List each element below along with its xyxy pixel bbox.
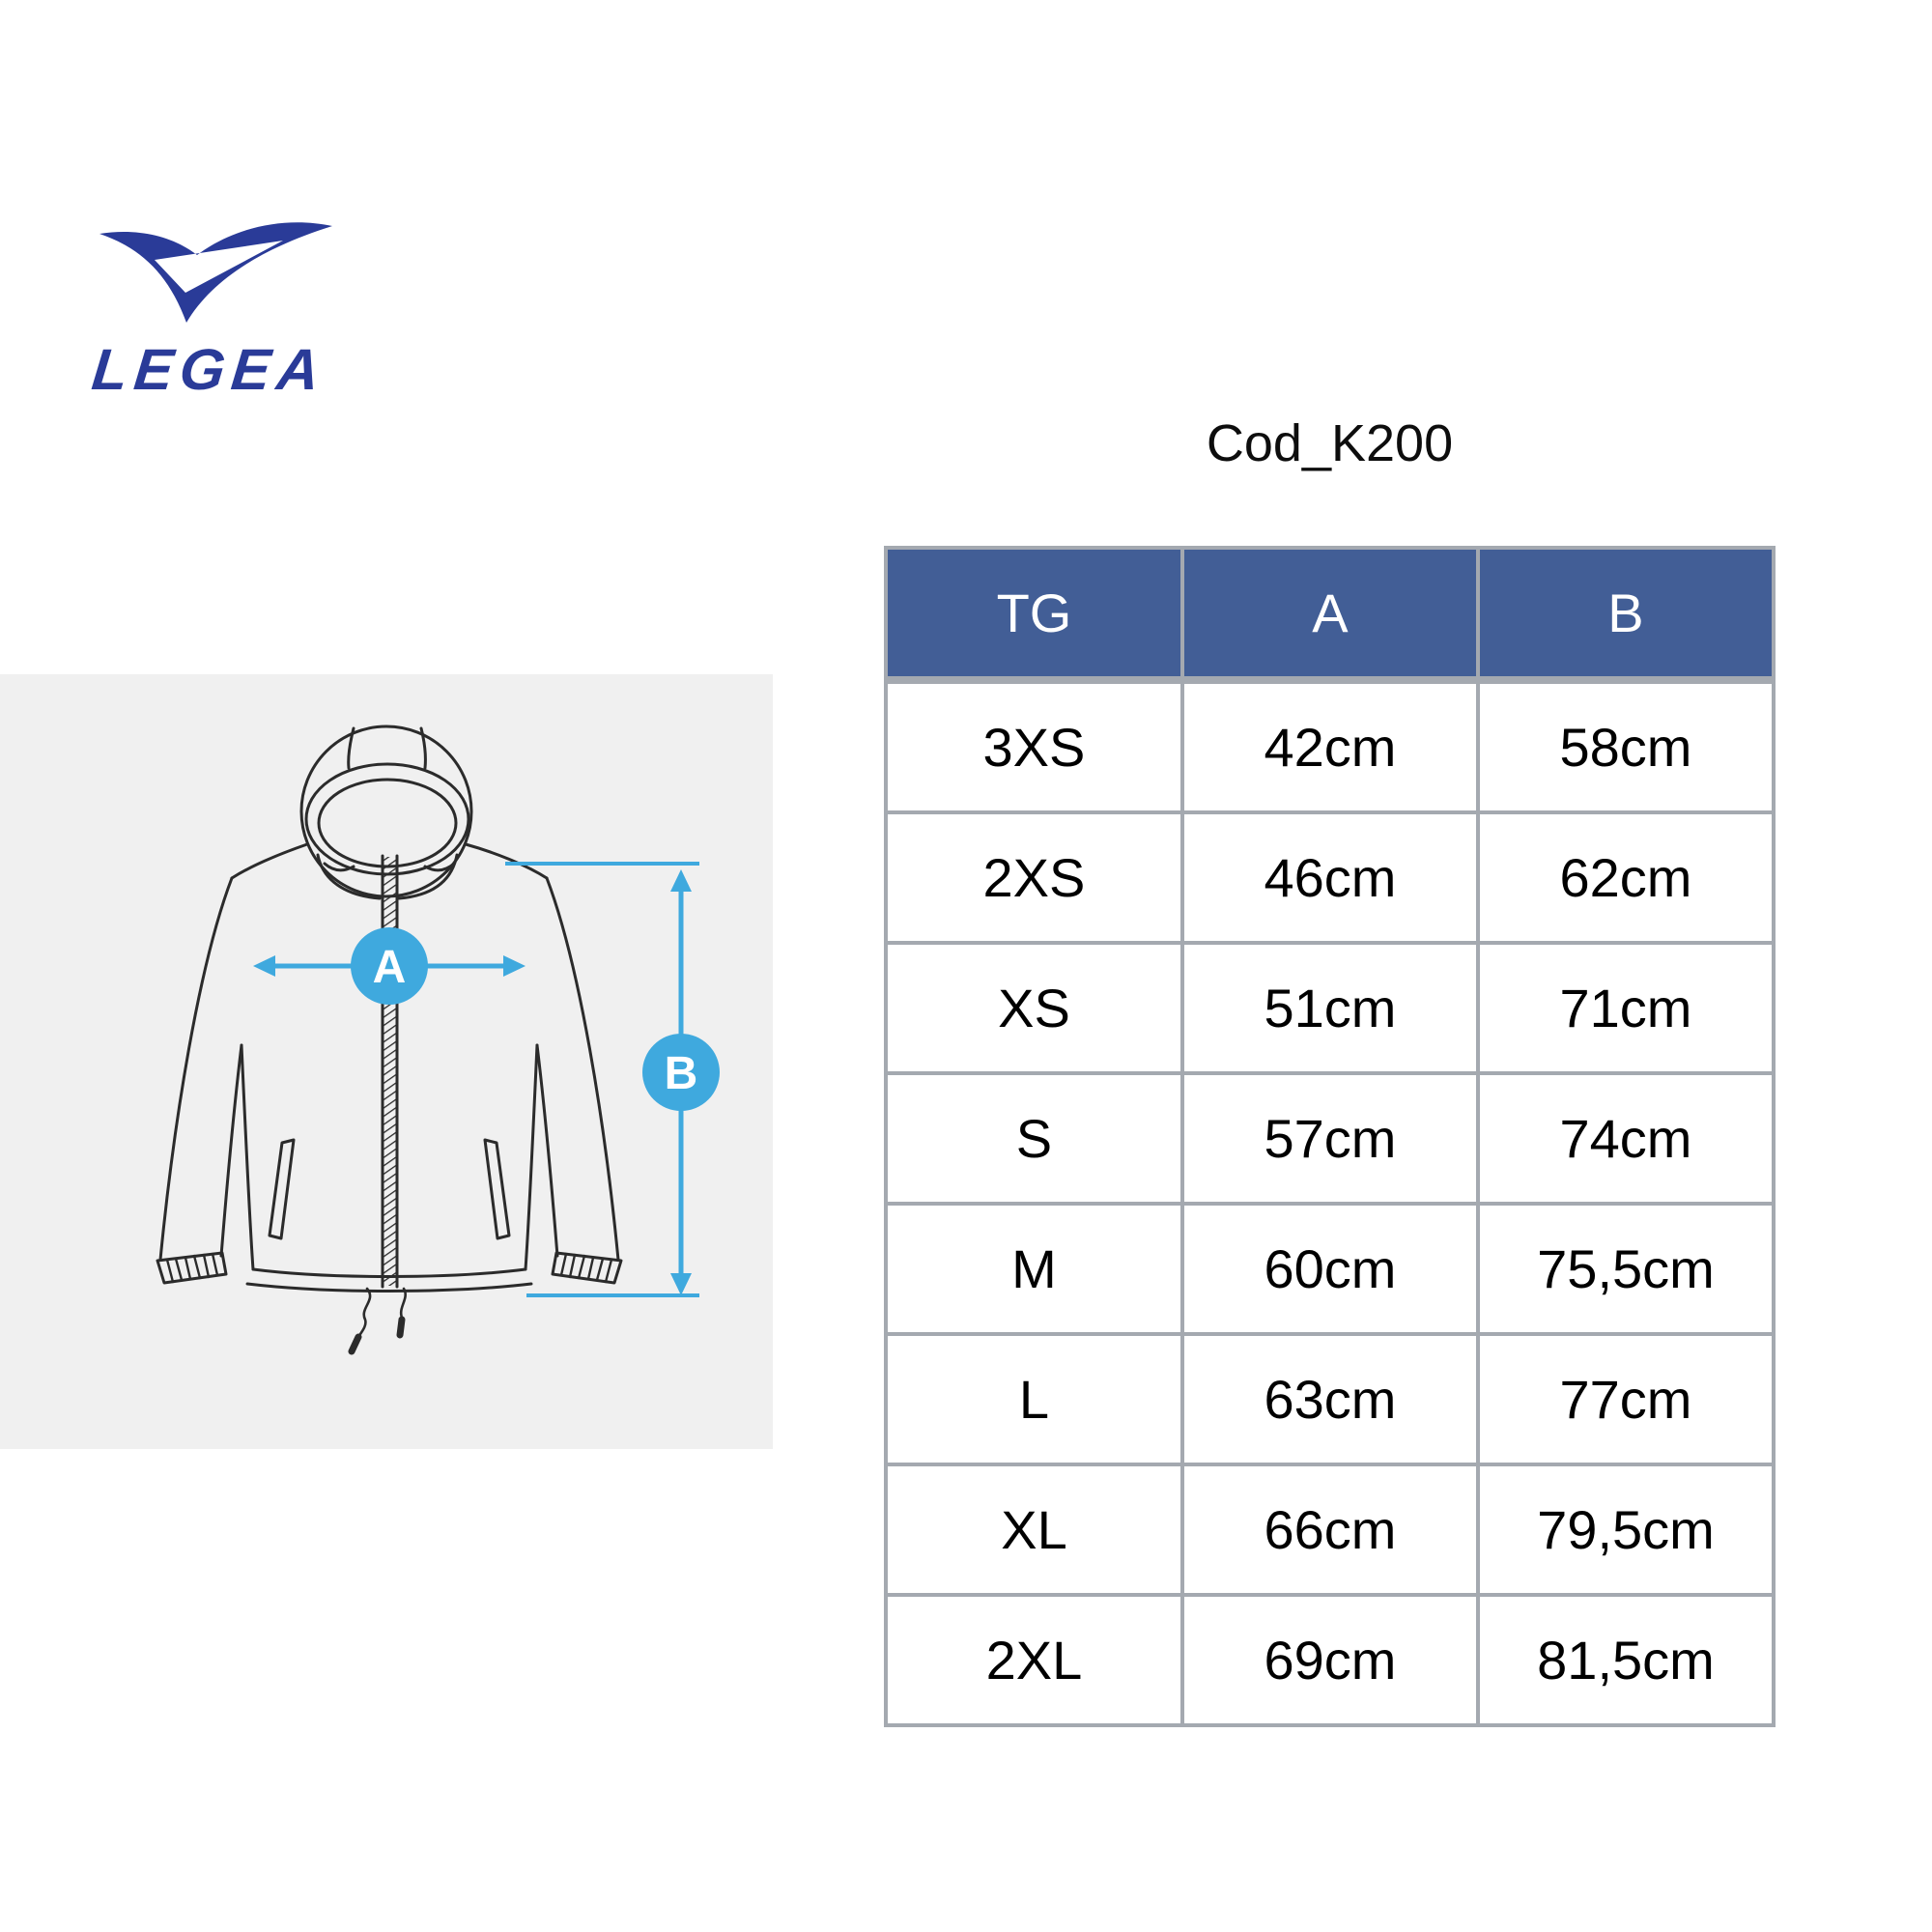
size-table bbox=[884, 546, 1776, 1727]
jacket-diagram bbox=[0, 674, 773, 1449]
size-cell: M bbox=[886, 1204, 1182, 1334]
size-cell: 2XL bbox=[886, 1595, 1182, 1725]
size-cell: XL bbox=[886, 1464, 1182, 1595]
size-cell: 2XS bbox=[886, 812, 1182, 943]
brand-logo bbox=[89, 205, 342, 403]
left-pocket bbox=[270, 1140, 294, 1238]
jacket-diagram-panel bbox=[0, 674, 773, 1449]
measure-a-arrow bbox=[253, 927, 526, 1005]
measure-b-arrow bbox=[642, 869, 720, 1295]
size-cell: L bbox=[886, 1334, 1182, 1464]
header-cell-a: A bbox=[1182, 548, 1478, 680]
product-code-title: Cod_K200 bbox=[1206, 414, 1454, 472]
measure-cell: 79,5cm bbox=[1478, 1464, 1774, 1595]
measure-cell: 63cm bbox=[1182, 1334, 1478, 1464]
size-cell: XS bbox=[886, 943, 1182, 1073]
table-row bbox=[886, 1073, 1774, 1204]
table-row bbox=[886, 1464, 1774, 1595]
measure-a-label: A bbox=[372, 942, 407, 993]
header-cell-tg: TG bbox=[886, 548, 1182, 680]
header-cell-b: B bbox=[1478, 548, 1774, 680]
measure-cell: 51cm bbox=[1182, 943, 1478, 1073]
size-table-header-row bbox=[886, 548, 1774, 680]
measure-cell: 62cm bbox=[1478, 812, 1774, 943]
table-row bbox=[886, 812, 1774, 943]
table-row bbox=[886, 1334, 1774, 1464]
legea-swoosh-icon bbox=[89, 205, 342, 327]
measure-b-label: B bbox=[664, 1048, 698, 1099]
measure-cell: 46cm bbox=[1182, 812, 1478, 943]
measure-cell: 75,5cm bbox=[1478, 1204, 1774, 1334]
measure-cell: 57cm bbox=[1182, 1073, 1478, 1204]
table-row bbox=[886, 680, 1774, 812]
measure-cell: 81,5cm bbox=[1478, 1595, 1774, 1725]
measurement-overlay bbox=[253, 864, 720, 1295]
measure-cell: 60cm bbox=[1182, 1204, 1478, 1334]
right-pocket bbox=[485, 1140, 509, 1238]
measure-cell: 71cm bbox=[1478, 943, 1774, 1073]
table-row bbox=[886, 1595, 1774, 1725]
table-row bbox=[886, 1204, 1774, 1334]
measure-cell: 69cm bbox=[1182, 1595, 1478, 1725]
zipper-tape bbox=[384, 857, 396, 1286]
measure-cell: 74cm bbox=[1478, 1073, 1774, 1204]
table-row bbox=[886, 943, 1774, 1073]
measure-cell: 77cm bbox=[1478, 1334, 1774, 1464]
measure-cell: 58cm bbox=[1478, 680, 1774, 812]
measure-cell: 42cm bbox=[1182, 680, 1478, 812]
measure-cell: 66cm bbox=[1182, 1464, 1478, 1595]
size-cell: 3XS bbox=[886, 680, 1182, 812]
brand-wordmark: LEGEA bbox=[89, 337, 329, 402]
hem-drawcords bbox=[352, 1289, 406, 1351]
size-cell: S bbox=[886, 1073, 1182, 1204]
